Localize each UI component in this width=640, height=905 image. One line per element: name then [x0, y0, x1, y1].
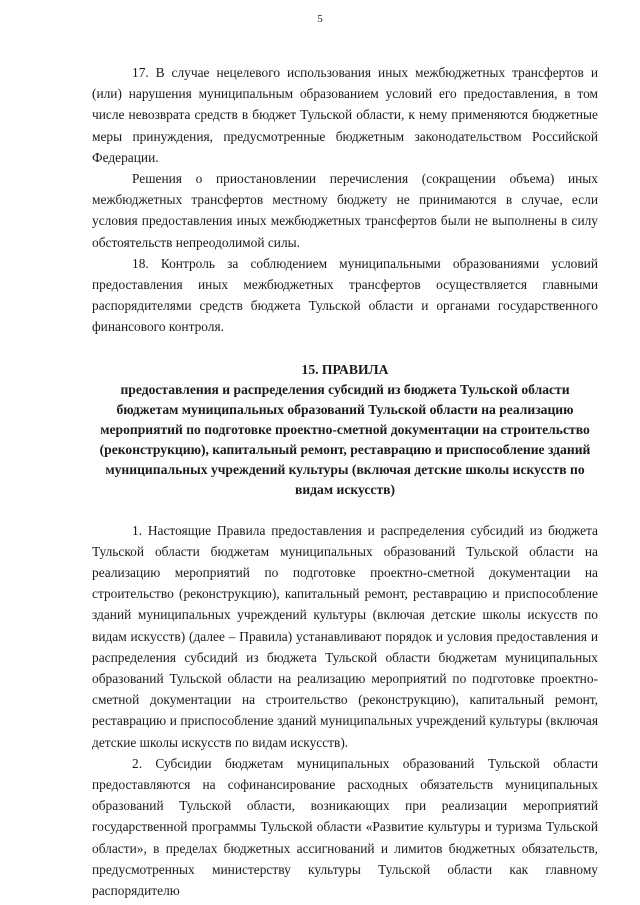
- document-body: [92, 62, 598, 901]
- paragraph-17-continued: Решения о приостановлении перечисления (сокращении объема) иных межбюджетных трансфертов местному бюджету не принимаются в случае, если условия предоставления иных межбюджетных трансфертов были не выполнены в силу обстоятельств непреодолимой силы.: [92, 171, 598, 250]
- section-title: 15. ПРАВИЛА: [301, 361, 389, 377]
- paragraph-17: 17. В случае нецелевого использования иных межбюджетных трансфертов и (или) нарушения муниципальным образованием условий его предоставления, в том числе невозврата средств в бюджет Тульской области, к нему применяются бюджетные меры принуждения, предусмотренные бюджетным законодательством Российской Федерации.: [92, 65, 598, 165]
- section-subtitle: предоставления и распределения субсидий из бюджета Тульской области бюджетам муниципальных образований Тульской области на реализацию мероприятий по подготовке проектно-сметной документации на строительство (реконструкцию), капитальный ремонт, реставрацию и приспособление зданий муниципальных учреждений культуры (включая детские школы искусств по видам искусств): [99, 381, 591, 497]
- rule-paragraph-1: 1. Настоящие Правила предоставления и распределения субсидий из бюджета Тульской области бюджетам муниципальных образований Тульской области на реализацию мероприятий по подготовке проектно-сметной документации на строительство (реконструкцию), капитальный ремонт, реставрацию и приспособление зданий муниципальных учреждений культуры (включая детские школы искусств по видам искусств) (далее – Правила) устанавливают порядок и условия предоставления и распределения субсидий из бюджета Тульской области бюджетам муниципальных образований Тульской области на реализацию мероприятий по подготовке проектно-сметной документации на строительство (реконструкцию), капитальный ремонт, реставрацию и приспособление зданий муниципальных учреждений культуры (включая детские школы искусств по видам искусств).: [92, 522, 598, 750]
- page-number: 5: [317, 13, 323, 25]
- rule-paragraph-2: 2. Субсидии бюджетам муниципальных образований Тульской области предоставляются на софинансирование расходных обязательств муниципальных образований Тульской области, возникающих при реализации мероприятий государственной программы Тульской области «Развитие культуры и туризма Тульской области», в пределах бюджетных ассигнований и лимитов бюджетных обязательств, предусмотренных министерству культуры Тульской области как главному распорядителю: [92, 755, 598, 899]
- paragraph-18: 18. Контроль за соблюдением муниципальными образованиями условий предоставления иных межбюджетных трансфертов осуществляется главными распорядителями средств бюджета Тульской области и органами государственного финансового контроля.: [92, 255, 598, 335]
- section-heading: [92, 360, 598, 500]
